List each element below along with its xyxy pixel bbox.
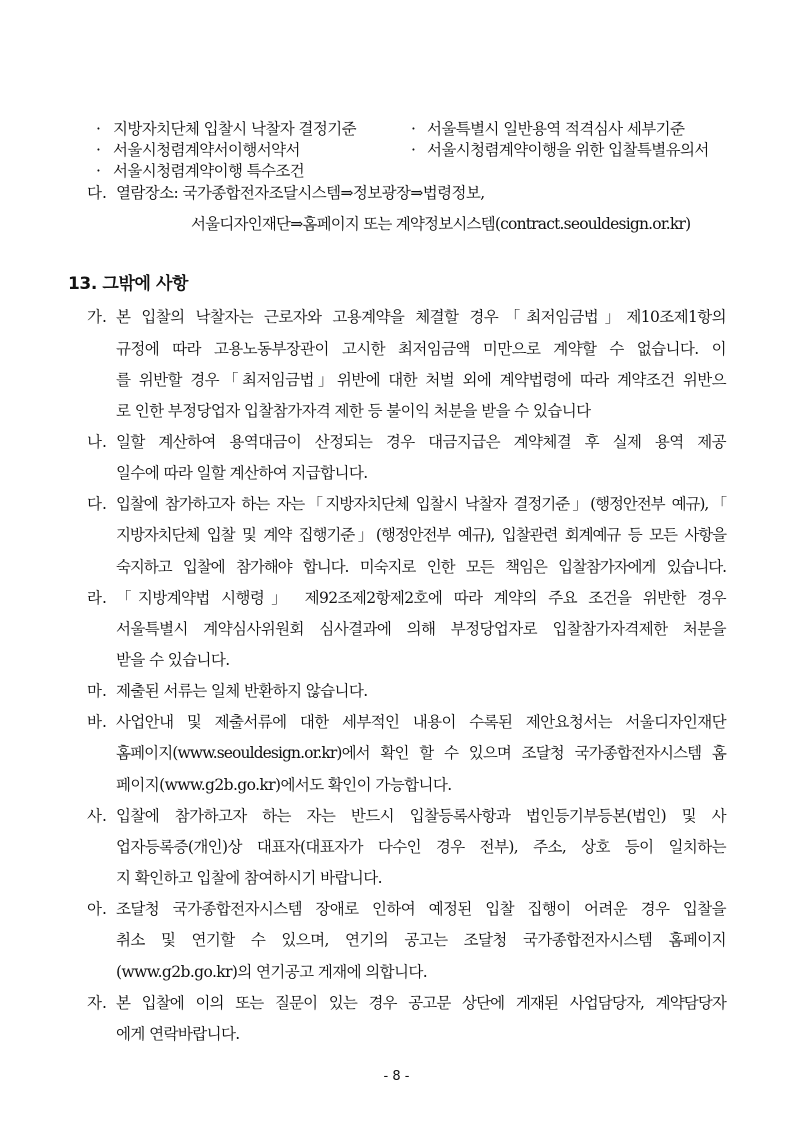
paragraph-line: 일수에 따라 일할 계산하여 지급합니다.: [116, 464, 368, 482]
reference-item: 서울시청렴계약이행을 위한 입찰특별유의서: [427, 141, 709, 159]
paragraph-line: 입찰에 참가하고자 하는 자는「지방자치단체 입찰시 낙찰자 결정기준」(행정안전부 예규),「: [116, 495, 726, 513]
paragraph-line: 숙지하고 입찰에 참가해야 합니다. 미숙지로 인한 모든 책임은 입찰참가자에게 있습니다.: [116, 558, 726, 576]
paragraph-line: 를 위반할 경우「최저임금법」위반에 대한 처벌 외에 계약법령에 따라 계약조건 위반으: [116, 371, 726, 389]
reference-item: 서울시청렴계약서이행서약서: [113, 141, 300, 159]
item-marker: 바.: [87, 713, 107, 731]
paragraph-line: 취소 및 연기할 수 있으며, 연기의 공고는 조달청 국가종합전자시스템 홈페이지: [116, 931, 726, 949]
bullet-marker: ·: [411, 141, 416, 159]
paragraph-line: 에게 연락바랍니다.: [116, 1025, 240, 1043]
item-marker: 다.: [87, 495, 107, 513]
paragraph-line: 「지방계약법 시행령」 제92조제2항제2호에 따라 계약의 주요 조건을 위반한 경우: [116, 589, 726, 607]
location-line: 서울디자인재단⇒홈페이지 또는 계약정보시스템(contract.seouldesign.or.kr): [191, 215, 691, 233]
paragraph-line: 서울특별시 계약심사위원회 심사결과에 의해 부정당업자로 입찰참가자격제한 처분을: [116, 620, 726, 638]
section-title: 13. 그밖에 사항: [68, 274, 189, 294]
item-marker: 가.: [87, 308, 107, 326]
paragraph-line: 본 입찰에 이의 또는 질문이 있는 경우 공고문 상단에 게재된 사업담당자, 계약담당자: [116, 994, 726, 1012]
item-marker: 자.: [87, 994, 107, 1012]
reference-item: 서울특별시 일반용역 적격심사 세부기준: [427, 120, 685, 138]
paragraph-line: 지방자치단체 입찰 및 계약 집행기준」(행정안전부 예규), 입찰관련 회계예규 등 모든 사항을: [116, 526, 726, 544]
paragraph-line: 입찰에 참가하고자 하는 자는 반드시 입찰등록사항과 법인등기부등본(법인) 및 사: [116, 807, 726, 825]
paragraph-line: 홈페이지(www.seouldesign.or.kr)에서 확인 할 수 있으며 조달청 국가종합전자시스템 홈: [116, 744, 726, 762]
paragraph-line: 받을 수 있습니다.: [116, 651, 230, 669]
reference-item: 지방자치단체 입찰시 낙찰자 결정기준: [113, 120, 356, 138]
paragraph-line: 일할 계산하여 용역대금이 산정되는 경우 대금지급은 계약체결 후 실제 용역 제공: [116, 433, 726, 451]
paragraph-line: 페이지(www.g2b.go.kr)에서도 확인이 가능합니다.: [116, 776, 452, 794]
paragraph-line: 사업안내 및 제출서류에 대한 세부적인 내용이 수록된 제안요청서는 서울디자인재단: [116, 713, 726, 731]
bullet-marker: ·: [96, 120, 101, 138]
page-number: - 8 -: [383, 1069, 410, 1084]
paragraph-line: (www.g2b.go.kr)의 연기공고 게재에 의합니다.: [116, 963, 428, 981]
location-marker: 다.: [87, 184, 107, 202]
paragraph-line: 업자등록증(개인)상 대표자(대표자가 다수인 경우 전부), 주소, 상호 등이 일치하는: [116, 838, 726, 856]
item-marker: 나.: [87, 433, 107, 451]
paragraph-line: 규정에 따라 고용노동부장관이 고시한 최저임금액 미만으로 계약할 수 없습니다. 이: [116, 340, 726, 358]
item-marker: 라.: [87, 589, 107, 607]
paragraph-line: 조달청 국가종합전자시스템 장애로 인하여 예정된 입찰 집행이 어려운 경우 입찰을: [116, 900, 726, 918]
bullet-marker: ·: [411, 120, 416, 138]
reference-item: 서울시청렴계약이행 특수조건: [113, 162, 305, 180]
bullet-marker: ·: [96, 141, 101, 159]
paragraph-line: 지 확인하고 입찰에 참여하시기 바랍니다.: [116, 869, 382, 887]
item-marker: 사.: [87, 807, 107, 825]
paragraph-line: 본 입찰의 낙찰자는 근로자와 고용계약을 체결할 경우「최저임금법」제10조제1항의: [116, 308, 726, 326]
item-marker: 아.: [87, 900, 107, 918]
item-marker: 마.: [87, 682, 107, 700]
paragraph-line: 로 인한 부정당업자 입찰참가자격 제한 등 불이익 처분을 받을 수 있습니다: [116, 402, 591, 420]
paragraph-line: 제출된 서류는 일체 반환하지 않습니다.: [116, 682, 368, 700]
bullet-marker: ·: [96, 162, 101, 180]
location-line: 열람장소: 국가종합전자조달시스템⇒정보광장⇒법령정보,: [116, 184, 485, 202]
